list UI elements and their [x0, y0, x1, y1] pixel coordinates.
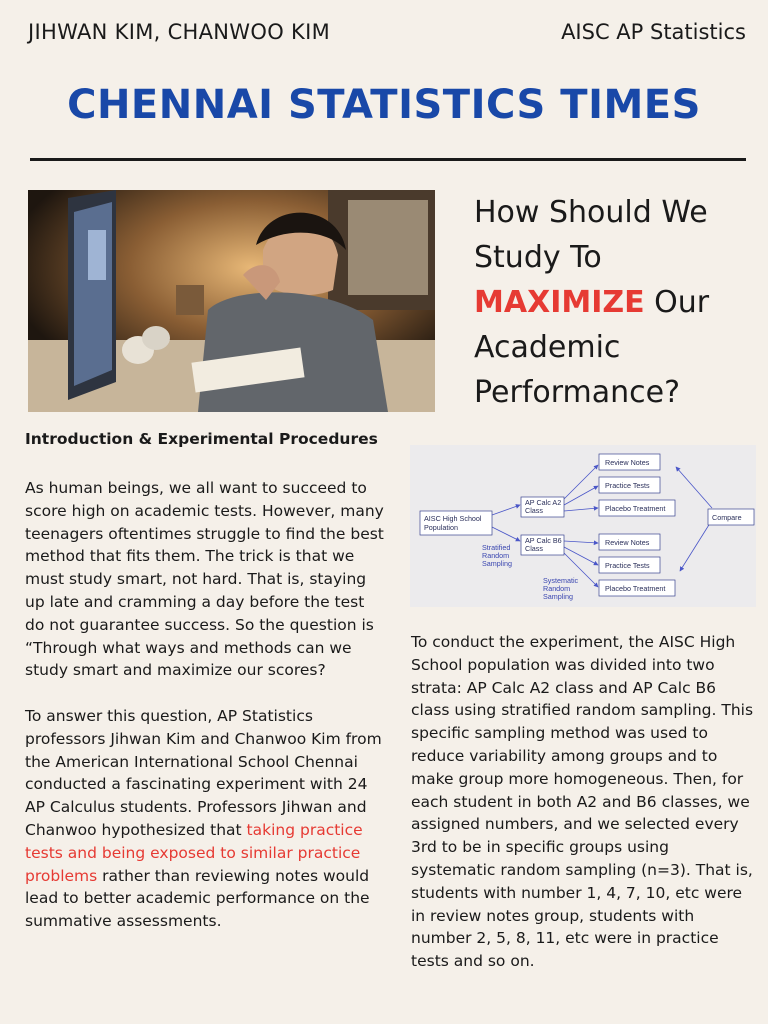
diagram-stratified-line3: Sampling	[482, 559, 512, 568]
diagram-treatment-b-review: Review Notes	[605, 538, 650, 547]
headline-part2: Our Academic Performance?	[474, 285, 710, 410]
diagram-stratified-line1: Stratified	[482, 543, 511, 552]
hypothesis-highlight: taking practice tests and being exposed to similar practice problems	[25, 820, 363, 885]
diagram-treatment-a-review: Review Notes	[605, 458, 650, 467]
header-divider	[30, 158, 746, 161]
diagram-population-line1: AISC High School	[424, 514, 482, 523]
diagram-treatment-b-placebo: Placebo Treatment	[605, 584, 666, 593]
diagram-treatment-b-practice: Practice Tests	[605, 561, 650, 570]
intro-paragraph-2	[25, 705, 385, 933]
experiment-flow-diagram	[410, 445, 756, 607]
diagram-treatment-a-placebo: Placebo Treatment	[605, 504, 666, 513]
authors: JIHWAN KIM, CHANWOO KIM	[28, 20, 330, 44]
intro-paragraph-2-start: To answer this question, AP Statistics professors Jihwan Kim and Chanwoo Kim from the American International School Chennai conducted a fascinating experiment with 24 AP Calculus students. Professors Jihwan and Chanwoo hypothesized that	[25, 706, 382, 839]
diagram-a2-line1: AP Calc A2	[525, 498, 562, 507]
diagram-b6-line1: AP Calc B6	[525, 536, 562, 545]
procedure-paragraph: To conduct the experiment, the AISC High School population was divided into two strata: AP Calc A2 class and AP Calc B6 class using stratified random sampling. This specific sampling method was used to reduce variability among groups and to make group more homogeneous. Then, for each student in both A2 and B6 classes, we assigned numbers, and we selected every 3rd to be in specific groups using systematic random sampling (n=3). That is, students with number 1, 4, 7, 10, etc were in review notes group, students with number 2, 5, 8, 11, etc were in practice tests and so on.	[411, 633, 754, 971]
diagram-systematic-line2: Random	[543, 584, 571, 593]
diagram-treatment-a-practice: Practice Tests	[605, 481, 650, 490]
diagram-systematic-line1: Systematic	[543, 576, 579, 585]
course-name: AISC AP Statistics	[561, 20, 746, 44]
diagram-population-line2: Population	[424, 523, 458, 532]
headline-part1: How Should We Study To	[474, 195, 708, 275]
intro-paragraph-2-end: rather than reviewing notes would lead to better academic performance on the summative assessments.	[25, 866, 370, 931]
headline	[474, 190, 754, 415]
diagram-stratified-line2: Random	[482, 551, 510, 560]
procedure-column	[411, 631, 756, 973]
section-heading: Introduction & Experimental Procedures	[25, 430, 378, 448]
student-studying-photo	[28, 190, 435, 412]
headline-emphasis: MAXIMIZE	[474, 285, 645, 320]
diagram-systematic-line3: Sampling	[543, 592, 573, 601]
diagram-b6-line2: Class	[525, 544, 543, 553]
intro-paragraph-1: As human beings, we all want to succeed to score high on academic tests. However, many teenagers oftentimes struggle to find the best method that fits them. The trick is that we must study smart, not hard. That is, staying up late and cramming a day before the test do not guarantee success. So the question is “Through what ways and methods can we study smart and maximize our scores?	[25, 479, 384, 680]
diagram-compare: Compare	[712, 513, 742, 522]
masthead-title: CHENNAI STATISTICS TIMES	[67, 82, 701, 128]
diagram-a2-line2: Class	[525, 506, 543, 515]
intro-column	[25, 477, 385, 956]
